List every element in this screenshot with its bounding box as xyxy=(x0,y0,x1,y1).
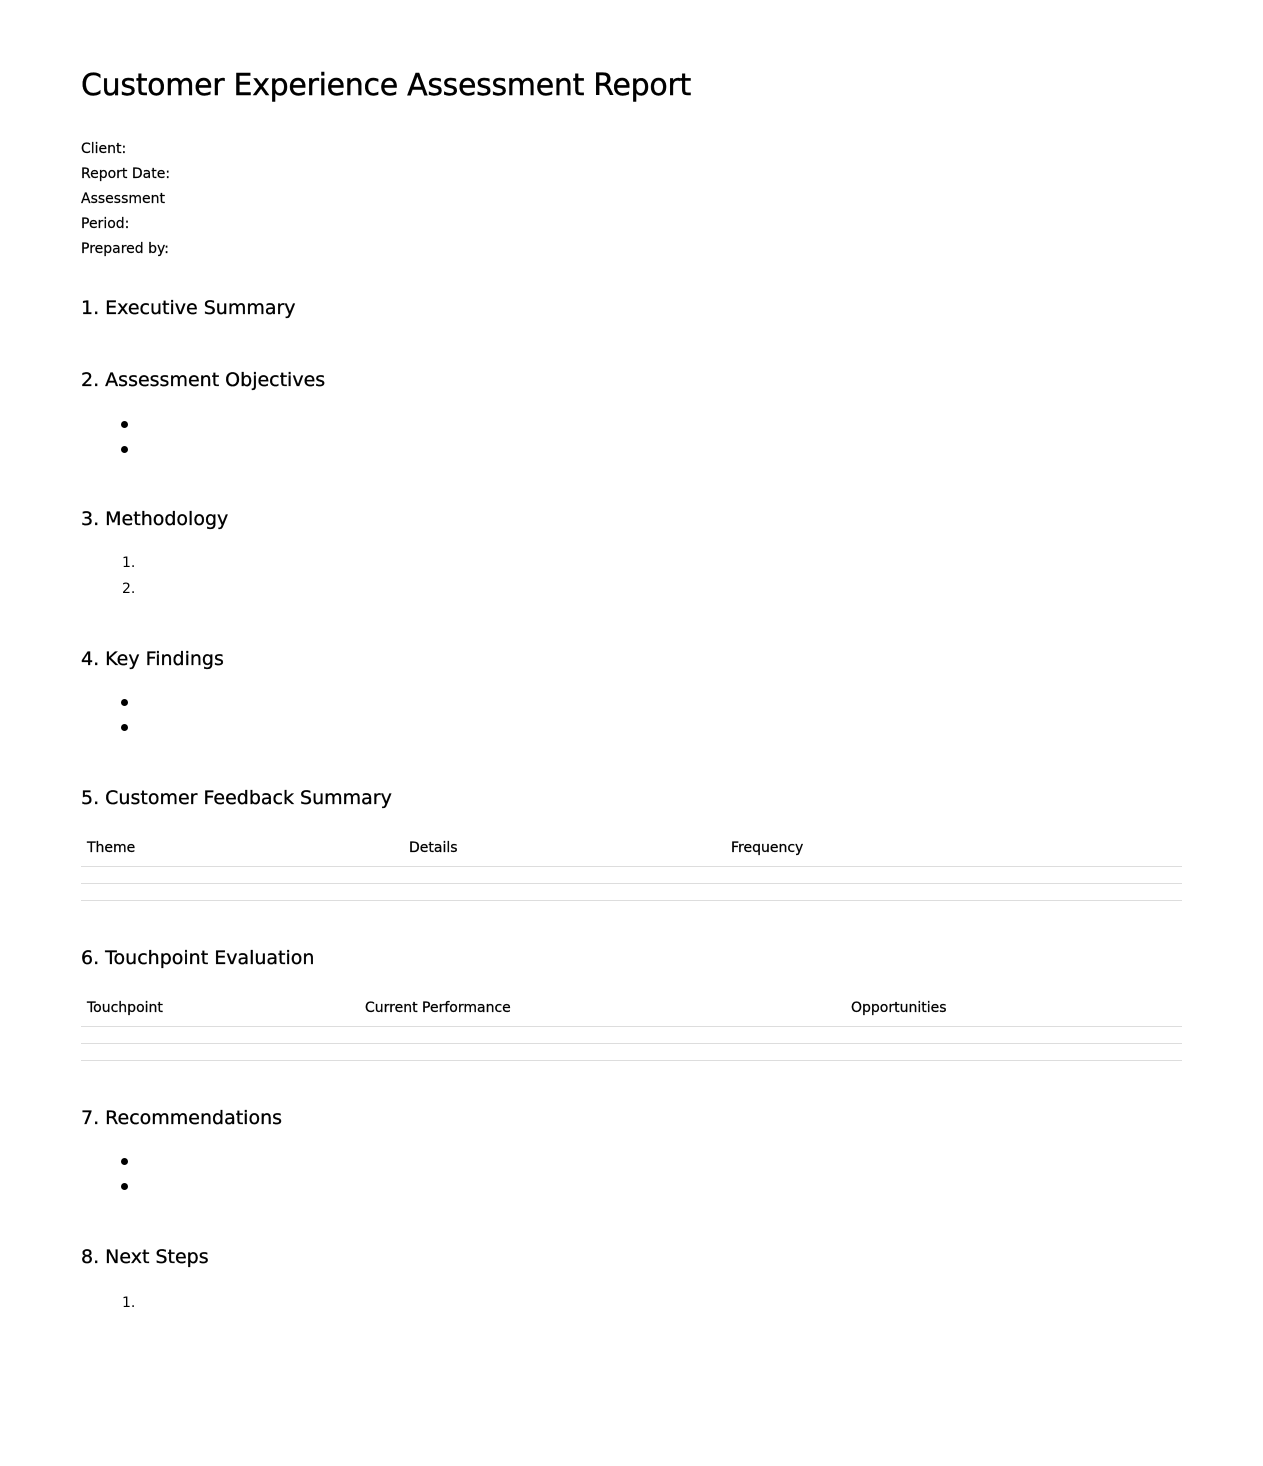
touchpoint-table xyxy=(81,989,1182,1061)
table-row xyxy=(81,884,1182,901)
section-methodology xyxy=(81,507,1182,605)
next-steps-list xyxy=(81,1293,1182,1319)
list-item: 1. xyxy=(122,555,136,571)
section-heading: 6. Touchpoint Evaluation xyxy=(81,947,315,969)
table-header-row xyxy=(81,989,1182,1027)
meta-assessment-period-label: Assessment Period: xyxy=(81,191,165,232)
section-heading: 8. Next Steps xyxy=(81,1246,209,1268)
recommendations-list xyxy=(81,1149,1182,1199)
table-cell xyxy=(403,867,725,884)
column-header-current-performance: Current Performance xyxy=(359,989,845,1027)
list-item xyxy=(81,412,1182,437)
section-key-findings xyxy=(81,647,1182,740)
meta-client-label: Client: xyxy=(81,141,127,157)
section-heading: 7. Recommendations xyxy=(81,1107,283,1129)
table-cell xyxy=(81,884,403,901)
table-cell xyxy=(725,884,1182,901)
table-row xyxy=(81,1027,1182,1044)
table-cell xyxy=(81,1027,359,1044)
section-heading: 1. Executive Summary xyxy=(81,297,296,319)
bullet-icon xyxy=(121,724,128,731)
list-item xyxy=(81,1174,1182,1199)
bullet-icon xyxy=(121,699,128,706)
list-item: 1. xyxy=(122,1295,136,1311)
bullet-icon xyxy=(121,446,128,453)
section-heading: 3. Methodology xyxy=(81,508,229,530)
column-header-touchpoint: Touchpoint xyxy=(81,989,359,1027)
list-item: 2. xyxy=(122,581,136,597)
column-header-theme: Theme xyxy=(81,829,403,867)
table-cell xyxy=(81,1044,359,1061)
section-assessment-objectives xyxy=(81,368,1182,462)
list-item xyxy=(81,715,1182,740)
methodology-list xyxy=(81,553,1182,605)
report-metadata xyxy=(81,137,181,262)
column-header-frequency: Frequency xyxy=(725,829,1182,867)
table-header-row xyxy=(81,829,1182,867)
table-cell xyxy=(81,867,403,884)
section-customer-feedback-summary xyxy=(81,786,1182,901)
section-recommendations xyxy=(81,1106,1182,1199)
table-cell xyxy=(845,1044,1182,1061)
meta-report-date-label: Report Date: xyxy=(81,166,171,182)
section-next-steps xyxy=(81,1245,1182,1319)
key-findings-list xyxy=(81,690,1182,740)
table-cell xyxy=(725,867,1182,884)
table-cell xyxy=(359,1044,845,1061)
list-item xyxy=(81,437,1182,462)
table-cell xyxy=(845,1027,1182,1044)
section-touchpoint-evaluation xyxy=(81,946,1182,1061)
bullet-icon xyxy=(121,1183,128,1190)
objectives-list xyxy=(81,412,1182,462)
section-executive-summary xyxy=(81,296,1182,320)
feedback-table xyxy=(81,829,1182,901)
column-header-details: Details xyxy=(403,829,725,867)
section-heading: 4. Key Findings xyxy=(81,648,224,670)
table-cell xyxy=(359,1027,845,1044)
table-row xyxy=(81,1044,1182,1061)
section-heading: 2. Assessment Objectives xyxy=(81,369,326,391)
bullet-icon xyxy=(121,1158,128,1165)
bullet-icon xyxy=(121,421,128,428)
meta-prepared-by-label: Prepared by: xyxy=(81,241,169,257)
table-row xyxy=(81,867,1182,884)
column-header-opportunities: Opportunities xyxy=(845,989,1182,1027)
list-item xyxy=(81,1149,1182,1174)
section-heading: 5. Customer Feedback Summary xyxy=(81,787,392,809)
table-cell xyxy=(403,884,725,901)
page-title: Customer Experience Assessment Report xyxy=(81,68,691,103)
list-item xyxy=(81,690,1182,715)
